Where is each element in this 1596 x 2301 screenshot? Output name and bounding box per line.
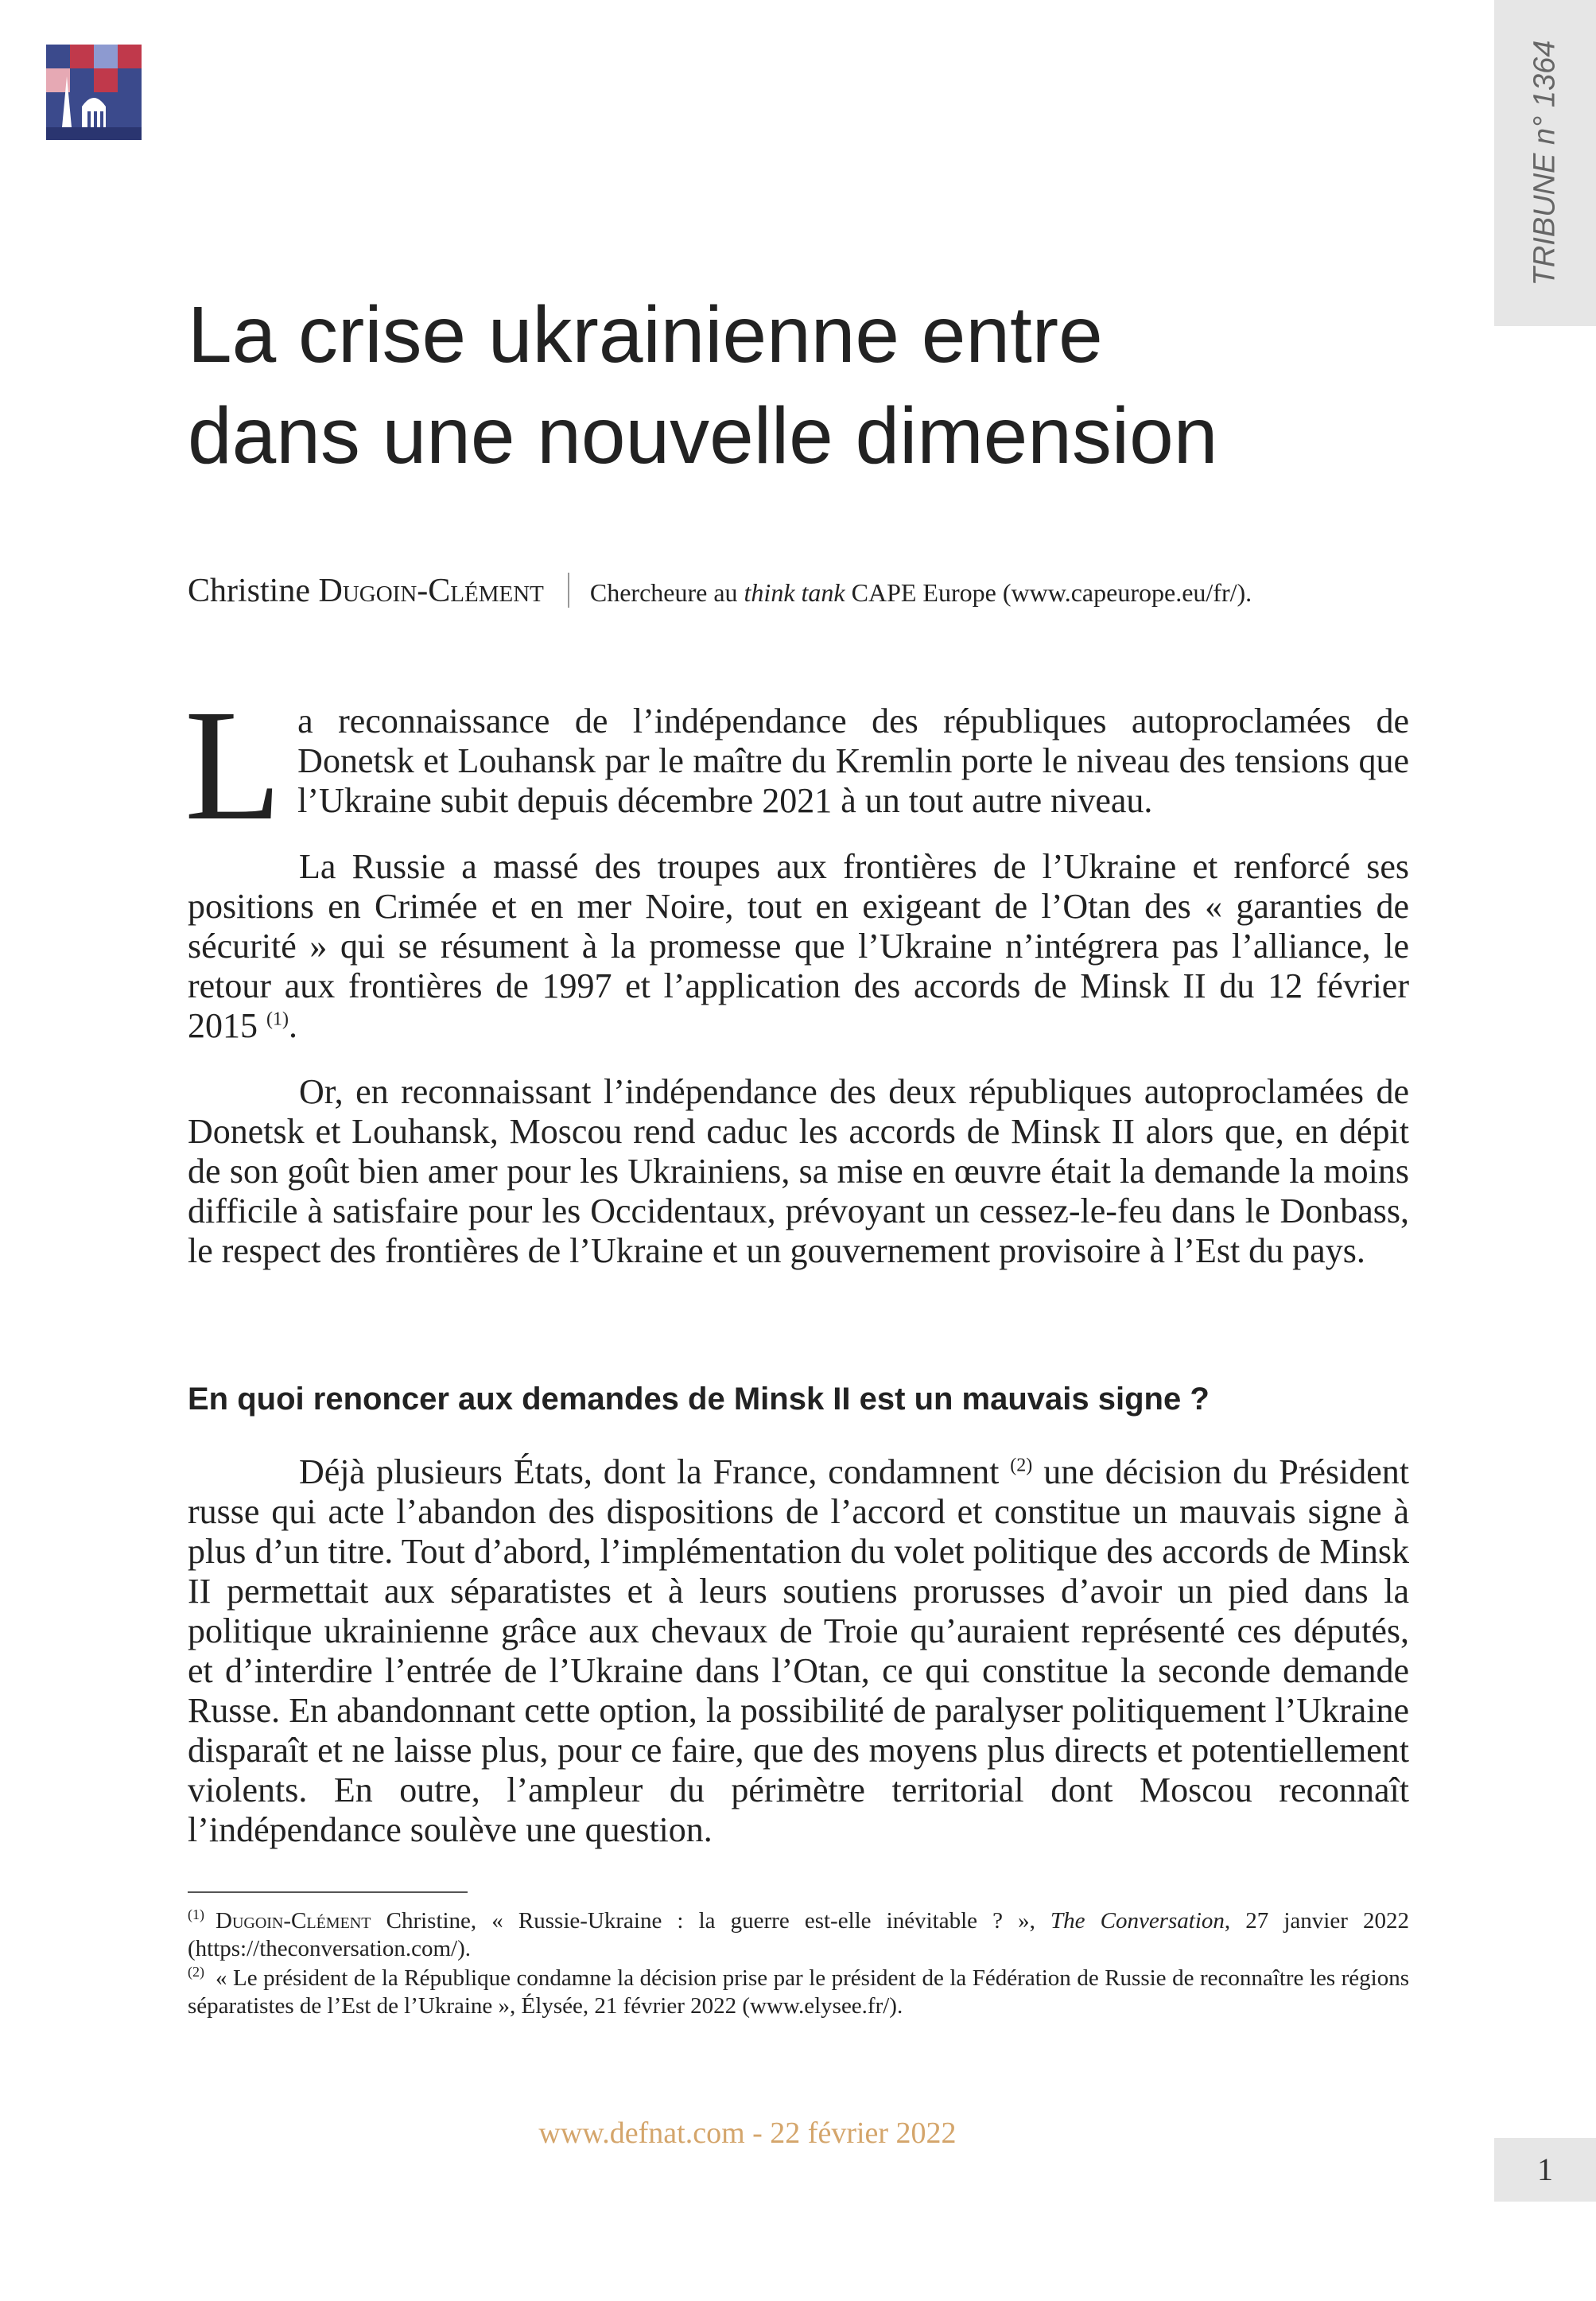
paragraph-4 <box>188 1452 1409 1850</box>
footnote-1-end: , 27 janvier 2022 (https://theconversation.com/). <box>188 1908 1409 1961</box>
tribune-label: TRIBUNE n° 1364 <box>1528 40 1562 286</box>
footnote-rule <box>188 1891 468 1893</box>
paragraph-1 <box>184 678 1409 853</box>
affiliation-post: CAPE Europe (www.capeurope.eu/fr/). <box>845 578 1252 607</box>
footnote-1-author: Dugoin-Clément <box>216 1908 371 1934</box>
paragraph-2-end: . <box>288 1006 297 1045</box>
paragraph-3-text: Or, en reconnaissant l’indépendance des deux républiques autoproclamées de Donetsk et Louhansk, Moscou rend caduc les accords de Minsk II alors que, en dépit de son goût bien amer pour les Ukrainiens, sa mise en œuvre était la demande la moins difficile à satisfaire pour les Occidentaux, prévoyant un cessez-le-feu dans le Donbass, le respect des frontières de l’Ukraine et un gouvernement provisoire à l’Est du pays. <box>188 1072 1409 1270</box>
tribune-tab <box>1494 0 1596 326</box>
page-number: 1 <box>1537 2151 1553 2187</box>
footnote-2-number: (2) <box>188 1964 204 1980</box>
author-last-name: Dugoin-Clément <box>318 573 544 609</box>
footnote-1-source: The Conversation <box>1050 1908 1225 1934</box>
affiliation-pre: Chercheure au <box>589 578 744 607</box>
footnote-2 <box>188 1965 1409 2020</box>
paragraph-2 <box>188 847 1409 1046</box>
author-affiliation <box>590 578 1252 608</box>
footnote-ref-2[interactable]: (2) <box>1010 1455 1033 1476</box>
author-first-name: Christine <box>188 573 310 609</box>
author-name <box>188 572 544 610</box>
footnote-1-number: (1) <box>188 1906 204 1923</box>
paragraph-3 <box>188 1072 1409 1271</box>
affiliation-emphasis: think tank <box>744 578 845 607</box>
byline-separator <box>568 573 569 608</box>
section-heading: En quoi renoncer aux demandes de Minsk II est un mauvais signe ? <box>188 1382 1210 1417</box>
footnote-ref-1[interactable]: (1) <box>266 1009 289 1030</box>
paragraph-4-start: Déjà plusieurs États, dont la France, condamnent <box>299 1452 1011 1491</box>
journal-logo <box>46 45 142 140</box>
title-line-2: dans une nouvelle dimension <box>188 391 1218 480</box>
footnote-2-text: « Le président de la République condamne la décision prise par le président de la Fédération de Russie de reconnaître les régions séparatistes de l’Est de l’Ukraine », Élysée, 21 février 2022 (www.elysee.fr/). <box>188 1965 1409 2019</box>
paragraph-2-text: La Russie a massé des troupes aux frontières de l’Ukraine et renforcé ses positions en Crimée et en mer Noire, tout en exigeant de l’Otan des « garanties de sécurité » qui se résument à la promesse que l’Ukraine n’intégrera pas l’alliance, le retour aux frontières de 1997 et l’application des accords de Minsk II du 12 février 2015 <box>188 847 1409 1045</box>
byline <box>188 566 1252 610</box>
footnote-1-text: Christine, « Russie-Ukraine : la guerre est-elle inévitable ? », <box>371 1908 1050 1934</box>
page-number-box <box>1494 2138 1596 2202</box>
article-title <box>188 285 1380 487</box>
paragraph-1-text: a reconnaissance de l’indépendance des républiques autoproclamées de Donetsk et Louhansk par le maître du Kremlin porte le niveau des tensions que l’Ukraine subit depuis décembre 2021 à un tout autre niveau. <box>297 702 1409 820</box>
paragraph-4-text: une décision du Président russe qui acte l’abandon des dispositions de l’accord et constitue un mauvais signe à plus d’un titre. Tout d’abord, l’implémentation du volet politique des accords de Minsk II permettait aux séparatistes et à leurs soutiens prorusses d’avoir un pied dans la politique ukrainienne grâce aux chevaux de Troie qu’auraient représenté ces députés, et d’interdire l’entrée de l’Ukraine dans l’Otan, ce qui constitue la seconde demande Russe. En abandonnant cette option, la possibilité de paralyser politiquement l’Ukraine disparaît et ne laisse plus, pour ce faire, que des moyens plus directs et potentiellement violents. En outre, l’ampleur du périmètre territorial dont Moscou reconnaît l’indépendance soulève une question. <box>188 1452 1409 1849</box>
footnote-1 <box>188 1907 1409 1963</box>
page-footer[interactable]: www.defnat.com - 22 février 2022 <box>538 2116 957 2150</box>
drop-cap: L <box>184 678 282 853</box>
title-line-1: La crise ukrainienne entre <box>188 290 1103 379</box>
